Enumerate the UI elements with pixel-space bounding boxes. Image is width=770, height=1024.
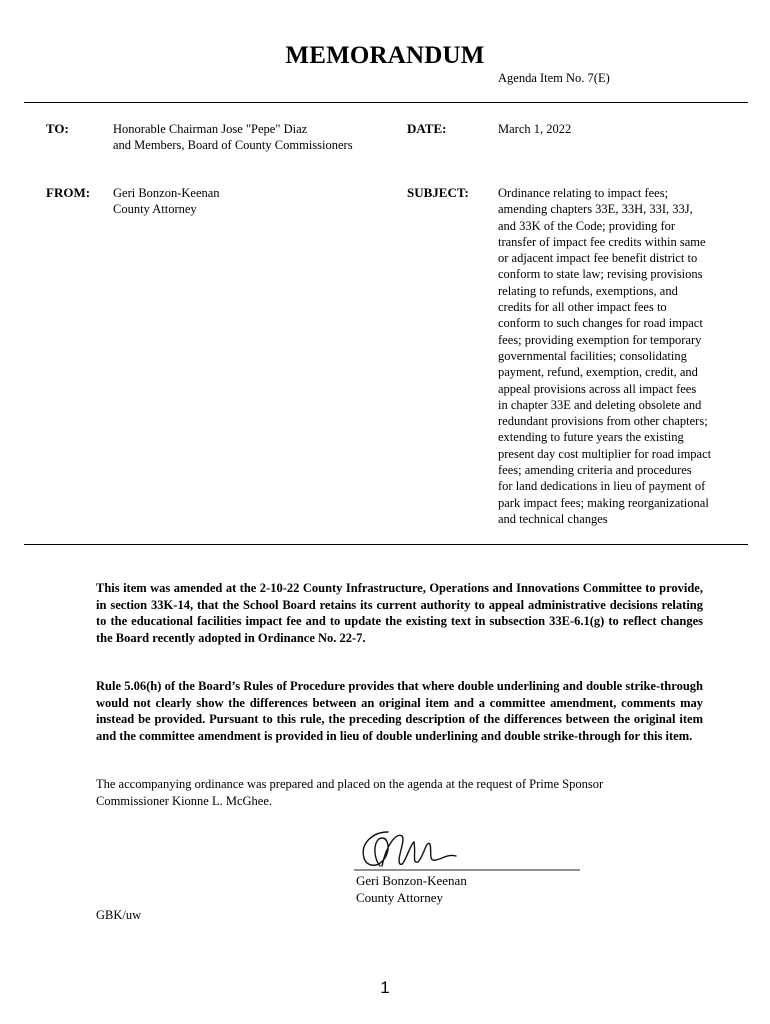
subject-line: for land dedications in lieu of payment of: [498, 479, 706, 494]
to-label: TO:: [46, 121, 69, 136]
subject-line: payment, refund, exemption, credit, and: [498, 365, 698, 380]
subject-line: redundant provisions from other chapters;: [498, 414, 708, 429]
subject-line: and 33K of the Code; providing for: [498, 218, 676, 233]
subject-line: park impact fees; making reorganizational: [498, 495, 709, 510]
date-value: March 1, 2022: [498, 122, 572, 136]
to-line-2: and Members, Board of County Commissioners: [113, 138, 353, 153]
agenda-item-number: Agenda Item No. 7(E): [498, 71, 610, 85]
signatory-title: County Attorney: [356, 890, 444, 905]
subject-line: relating to refunds, exemptions, and: [498, 283, 678, 298]
amendment-paragraph: This item was amended at the 2-10-22 County Infrastructure, Operations and Innovations Committee to provide, in section 33K-14, that the School Board retains its current authority to appeal administrative decisions relating to the educational facilities impact fee and to update the existing text in subsection 33E-6.1(g) to reflect changes the Board recently adopted in Ordinance No. 22-7.: [96, 581, 703, 645]
subject-line: and technical changes: [498, 511, 608, 526]
signature-block: [356, 872, 467, 906]
memo-title: MEMORANDUM: [285, 42, 485, 69]
subject-line: amending chapters 33E, 33H, 33I, 33J,: [498, 202, 693, 217]
subject-label: SUBJECT:: [407, 185, 469, 200]
signature-graphic: [352, 826, 584, 874]
subject-line: transfer of impact fee credits within same: [498, 234, 706, 249]
date-label: DATE:: [407, 121, 447, 136]
subject-line: credits for all other impact fees to: [498, 300, 667, 315]
typist-initials: GBK/uw: [96, 908, 142, 922]
from-line-1: Geri Bonzon-Keenan: [113, 186, 220, 200]
subject-line: appeal provisions across all impact fees: [498, 381, 697, 396]
rule-paragraph: Rule 5.06(h) of the Board’s Rules of Procedure provides that where double underlining and double strike-through would not clearly show the differences between an original item and a committee amendment, comments may instead be provided. Pursuant to this rule, the preceding description of the differences between the original item and the committee amendment is provided in lieu of double underlining and double strike-through for this item.: [96, 679, 703, 743]
subject-line: present day cost multiplier for road impact: [498, 446, 712, 461]
subject-line: conform to state law; revising provisions: [498, 267, 703, 282]
to-line-1: Honorable Chairman Jose "Pepe" Diaz: [113, 122, 308, 136]
from-sender: [113, 185, 220, 218]
page-number: 1: [380, 978, 390, 997]
to-recipient: [113, 121, 353, 154]
sponsor-paragraph: The accompanying ordinance was prepared and placed on the agenda at the request of Prime Sponsor Commissioner Kionne L. McGhee.: [96, 777, 604, 808]
from-label: FROM:: [46, 185, 91, 200]
subject-line: in chapter 33E and deleting obsolete and: [498, 397, 702, 412]
header-divider: [24, 102, 748, 103]
subject-text: [498, 185, 743, 527]
subject-line: or adjacent impact fee benefit district to: [498, 251, 698, 266]
subject-line: governmental facilities; consolidating: [498, 348, 687, 363]
subject-line: conform to such changes for road impact: [498, 316, 703, 331]
signatory-name: Geri Bonzon-Keenan: [356, 873, 467, 888]
subject-line: fees; providing exemption for temporary: [498, 332, 702, 347]
subject-line: extending to future years the existing: [498, 430, 684, 445]
subject-line: Ordinance relating to impact fees;: [498, 186, 669, 200]
subject-divider: [24, 544, 748, 545]
from-line-2: County Attorney: [113, 202, 197, 217]
subject-line: fees; amending criteria and procedures: [498, 463, 692, 478]
